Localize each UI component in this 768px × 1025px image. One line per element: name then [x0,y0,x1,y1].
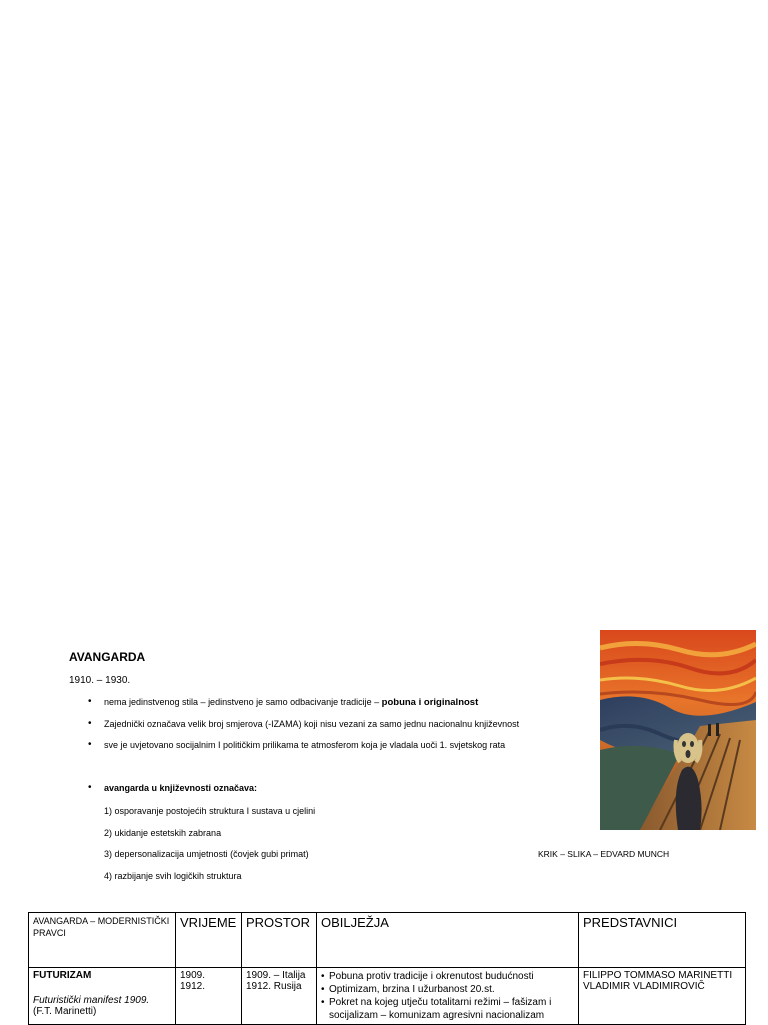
table-header-row [29,913,746,968]
header-time: VRIJEME [176,913,242,968]
list-item: 1) osporavanje postojećih struktura I sustava u cjelini [104,806,316,816]
features-cell [317,968,579,1025]
header-place: PROSTOR [242,913,317,968]
representatives-cell: FILIPPO TOMMASO MARINETTI VLADIMIR VLADIMIROVIČ [579,968,746,1025]
avant-garde-movements-table [28,912,746,1025]
time-cell: 1909. 1912. [176,968,242,1025]
list-item: • avangarda u književnosti označava: [88,783,257,793]
list-item: • Optimizam, brzina I užurbanost 20.st. [321,983,574,996]
scream-painting-image [600,630,756,830]
header-movements: AVANGARDA – MODERNISTIČKI PRAVCI [29,913,176,968]
table-row [29,968,746,1025]
numbered-list [104,806,315,892]
period-years: 1910. – 1930. [69,675,131,686]
list-item: • Pokret na kojeg utječu totalitarni režimi – fašizam i socijalizam – komunizam agresivni nacionalizam [321,996,574,1022]
list-item: • sve je uvjetovano socijalnim I političkim prilikama te atmosferom koja je vladala uoči 1. svjetskog rata [88,740,519,762]
list-item: • Zajednički označava velik broj smjerova (-IZAMA) koji nisu vezani za samo jednu nacionalnu književnost [88,719,519,741]
section-title: AVANGARDA [69,650,146,664]
movement-cell [29,968,176,1025]
features-list [321,970,574,1022]
list-item: 3) depersonalizacija umjetnosti (čovjek gubi primat) [104,849,309,859]
place-cell: 1909. – Italija 1912. Rusija [242,968,317,1025]
avant-garde-heading-list [88,783,257,793]
header-features: OBILJEŽJA [317,913,579,968]
manifest-author: (F.T. Marinetti) [33,1006,97,1017]
movement-name: FUTURIZAM [33,970,92,981]
characteristics-list [88,697,519,762]
painting-caption: KRIK – SLIKA – EDVARD MUNCH [538,849,670,859]
header-representatives: PREDSTAVNICI [579,913,746,968]
list-item: 2) ukidanje estetskih zabrana [104,827,222,838]
manifest-title: Futuristički manifest 1909. [33,995,150,1006]
list-item: 4) razbijanje svih logičkih struktura [104,870,242,881]
list-item: • Pobuna protiv tradicije i okrenutost budućnosti [321,970,574,983]
list-item: • nema jedinstvenog stila – jedinstveno je samo odbacivanje tradicije – pobuna i originalnost [88,697,519,719]
